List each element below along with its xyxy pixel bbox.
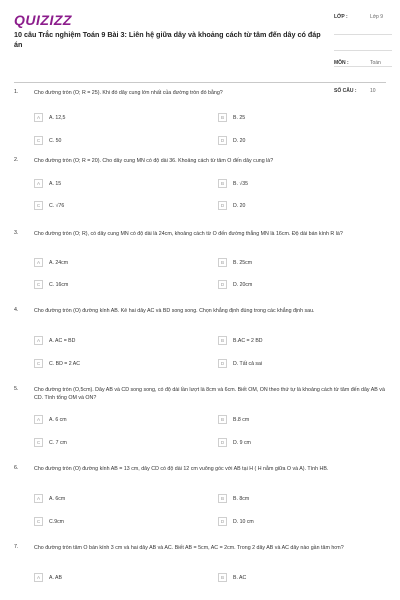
option-text: A. AC = BD — [49, 337, 76, 344]
option-text: A. 24cm — [49, 259, 69, 266]
option-text: C. 16cm — [49, 281, 69, 288]
option-letter-box: B — [218, 258, 227, 267]
option-text: D. 10 cm — [233, 518, 254, 525]
option-letter-box: A — [34, 573, 43, 582]
quizizz-logo: QUIZIZZ — [14, 12, 72, 28]
option-text: B. √35 — [233, 180, 248, 187]
question-text: Cho đường tròn (O,5cm). Dây AB và CD song song, có độ dài lần lượt là 8cm và 6cm. Biết OM, ON theo thứ tự là khoảng cách từ tâm đến dây AB và CD. Tính tổng OM và ON? — [34, 387, 385, 402]
meta-grade-value: Lớp 9 — [370, 14, 384, 20]
option-letter-box: B — [218, 573, 227, 582]
option-letter-box: D — [218, 280, 227, 289]
option-text: B. 25 — [233, 114, 246, 121]
option-letter-box: C — [34, 359, 43, 368]
option-letter-box: B — [218, 494, 227, 503]
option-letter-box: C — [34, 136, 43, 145]
option-letter-box: D — [218, 438, 227, 447]
meta-subject-value: Toán — [370, 60, 381, 66]
question-text: Cho đường tròn (O; R = 20). Cho dây cung MN có độ dài 36. Khoảng cách từ tâm O đến dây cung là? — [34, 158, 274, 164]
option-letter-box: C — [34, 201, 43, 210]
option-text: C. 50 — [49, 137, 62, 144]
option-letter-box: C — [34, 438, 43, 447]
question-text: Cho đường tròn tâm O bán kính 3 cm và hai dây AB và AC. Biết AB = 5cm, AC = 2cm. Trong 2 dây AB và AC dây nào gần tâm hơn? — [34, 545, 344, 551]
option-letter-box: D — [218, 517, 227, 526]
question-number: 3. — [14, 230, 19, 236]
option-text: B.AC = 2 BD — [233, 337, 263, 344]
question-number: 2. — [14, 157, 19, 163]
option-text: A. AB — [49, 574, 62, 581]
meta-divider — [334, 34, 392, 35]
question-text: Cho đường tròn (O) đường kính AB. Kẻ hai dây AC và BD song song. Chọn khẳng định đúng trong các khẳng định sau. — [34, 308, 315, 314]
option-text: B.8 cm — [233, 416, 250, 423]
meta-grade-label: LỚP : — [334, 14, 348, 20]
question-text: Cho đường tròn (O; R = 25). Khi đó dây cung lớn nhất của đường tròn đó bằng? — [34, 90, 223, 96]
option-text: D. 20cm — [233, 281, 253, 288]
question-text: Cho đường tròn (O; R), có dây cung MN có độ dài là 24cm, khoảng cách từ O đến đường thẳng MN là 16cm. Độ dài bán kính R là? — [34, 231, 343, 237]
meta-subject-label: MÔN : — [334, 60, 349, 66]
meta-grade — [334, 14, 392, 34]
option-letter-box: C — [34, 517, 43, 526]
option-letter-box: B — [218, 336, 227, 345]
question-number: 6. — [14, 465, 19, 471]
meta-panel — [334, 14, 392, 94]
option-letter-box: B — [218, 113, 227, 122]
option-letter-box: A — [34, 336, 43, 345]
option-letter-box: D — [218, 201, 227, 210]
option-text: C. 7 cm — [49, 439, 67, 446]
option-text: A. 12,5 — [49, 114, 66, 121]
meta-count-label: SỐ CÂU : — [334, 88, 357, 94]
option-letter-box: D — [218, 359, 227, 368]
option-letter-box: D — [218, 136, 227, 145]
option-text: A. 6cm — [49, 495, 66, 502]
option-text: B. AC — [233, 574, 247, 581]
option-text: A. 6 cm — [49, 416, 67, 423]
option-letter-box: A — [34, 179, 43, 188]
question-number: 5. — [14, 386, 19, 392]
option-text: A. 15 — [49, 180, 62, 187]
meta-divider — [334, 66, 392, 67]
option-text: C. BD = 2 AC — [49, 360, 80, 367]
option-letter-box: A — [34, 258, 43, 267]
option-text: B. 25cm — [233, 259, 253, 266]
option-text: C.9cm — [49, 518, 64, 525]
option-letter-box: B — [218, 415, 227, 424]
option-text: D. Tất cả sai — [233, 360, 263, 367]
option-letter-box: B — [218, 179, 227, 188]
option-text: C. √76 — [49, 202, 65, 209]
meta-count-value: 10 — [370, 88, 376, 94]
option-letter-box: A — [34, 415, 43, 424]
question-number: 1. — [14, 89, 19, 95]
option-text: D. 20 — [233, 202, 246, 209]
header-divider — [14, 82, 386, 83]
question-number: 7. — [14, 544, 19, 550]
option-letter-box: A — [34, 113, 43, 122]
document-title: 10 câu Trắc nghiệm Toán 9 Bài 3: Liên hệ giữa dây và khoảng cách từ tâm đến dây có đáp án — [14, 30, 321, 49]
option-letter-box: A — [34, 494, 43, 503]
option-text: B. 8cm — [233, 495, 250, 502]
option-text: D. 9 cm — [233, 439, 251, 446]
question-number: 4. — [14, 307, 19, 313]
meta-divider — [334, 50, 392, 51]
question-text: Cho đường tròn (O) đường kính AB = 13 cm, dây CD có độ dài 12 cm vuông góc với AB tại H ( H nằm giữa O và A). Tính HB. — [34, 466, 329, 472]
option-letter-box: C — [34, 280, 43, 289]
option-text: D. 20 — [233, 137, 246, 144]
